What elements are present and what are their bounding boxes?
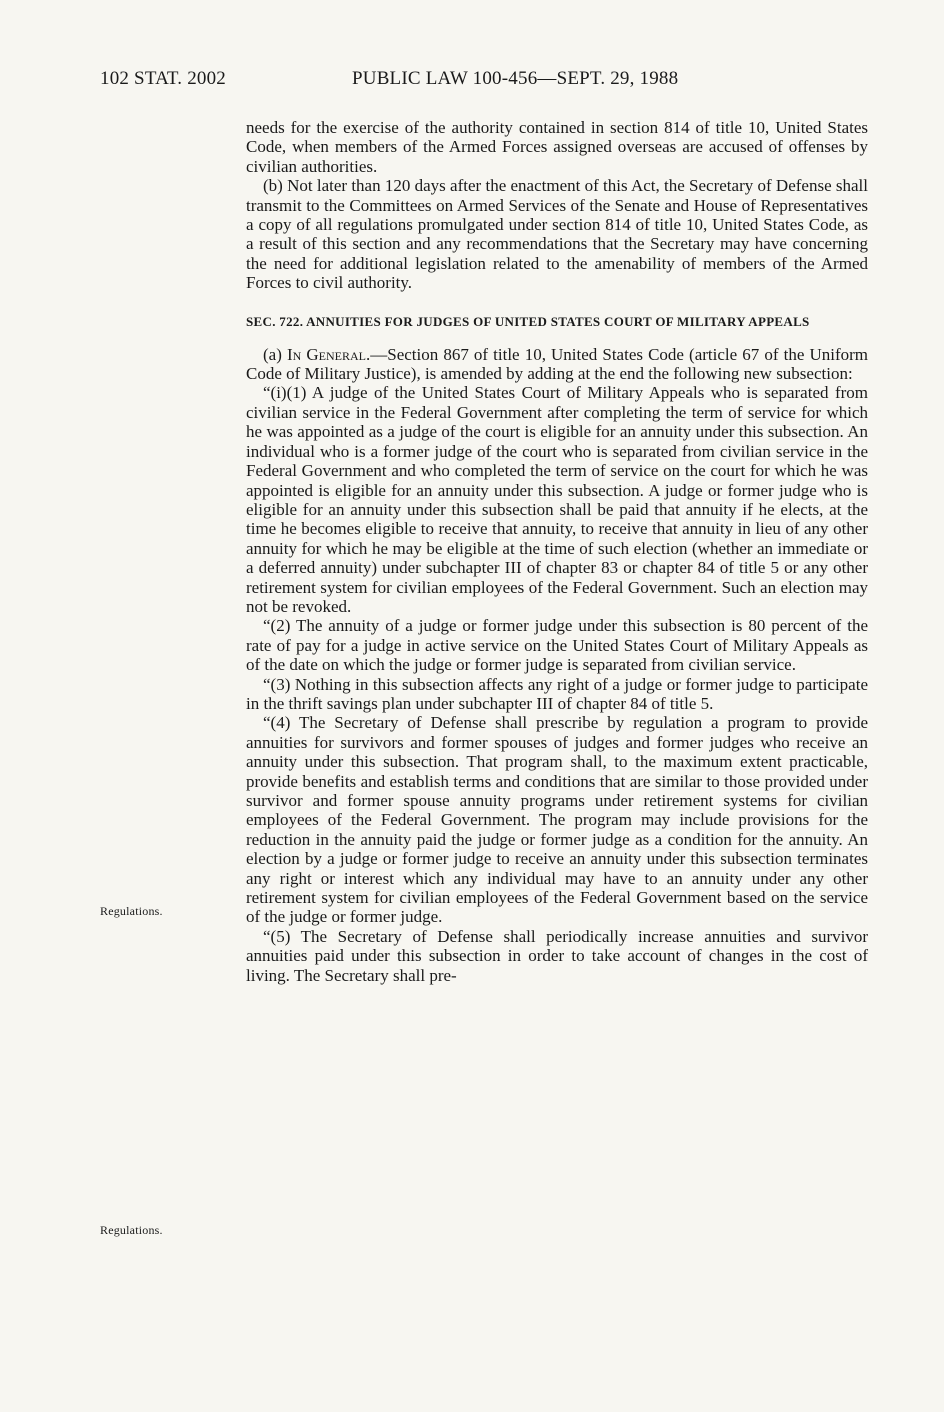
paragraph-a-label: In General. — [286, 344, 371, 364]
paragraph-a — [246, 345, 868, 384]
paragraph-a-prefix: (a) — [263, 344, 287, 364]
subsection-i-3: “(3) Nothing in this subsection affects any right of a judge or former judge to participate in the thrift savings plan under subchapter III of chapter 84 of title 5. — [246, 674, 868, 713]
paragraph-a-text: —Section 867 of title 10, United States Code (article 67 of the Uniform Code of Military Justice), is amended by adding at the end the following new subsection: — [246, 344, 868, 384]
subsection-i-1: “(i)(1) A judge of the United States Court of Military Appeals who is separated from civilian service in the Federal Government after completing the term of service for which he was appointed as a judge of the court is eligible for an annuity under this subsection. An individual who is a former judge of the court who is separated from civilian service in the Federal Government and who completed the term of service on the court for which he was appointed is eligible for an annuity under this subsection. A judge or former judge who is eligible for an annuity under this subsection shall be paid that annuity if he elects, at the time he becomes eligible to receive that annuity, to receive that annuity in lieu of any other annuity for which he may be eligible at the time of such election (whether an immediate or a deferred annuity) under subchapter III of chapter 83 or chapter 84 of title 5 or any other retirement system for civilian employees of the Federal Government. Such an election may not be revoked. — [246, 383, 868, 616]
subsection-i-5: “(5) The Secretary of Defense shall periodically increase annuities and survivor annuities paid under this subsection in order to take account of changes in the cost of living. The Secretary shall pre- — [246, 926, 868, 985]
subsection-i-4: “(4) The Secretary of Defense shall prescribe by regulation a program to provide annuities for survivors and former spouses of judges and former judges who receive an annuity under this subsection. That program shall, to the maximum extent practicable, provide benefits and establish terms and conditions that are similar to those provided under survivor and former spouse annuity programs under retirement systems for civilian employees of the Federal Government. The program may include provisions for the reduction in the annuity paid the judge or former judge as a condition for the annuity. An election by a judge or former judge to receive an annuity under this subsection terminates any right or interest which any individual may have to an annuity under any other retirement system for civilian employees of the Federal Government based on the service of the judge or former judge. — [246, 713, 868, 927]
paragraph-b: (b) Not later than 120 days after the enactment of this Act, the Secretary of Defense shall transmit to the Committees on Armed Services of the Senate and House of Representatives a copy of all regulations promulgated under section 814 of title 10, United States Code, as a result of this section and any recommendations that the Secretary may have concerning the need for additional legislation related to the amenability of members of the Armed Forces to civil authority. — [246, 176, 868, 293]
running-head-title: PUBLIC LAW 100-456—SEPT. 29, 1988 — [352, 68, 679, 89]
subsection-i-2: “(2) The annuity of a judge or former judge under this subsection is 80 percent of the rate of pay for a judge in active service on the United States Court of Military Appeals as of the date on which the judge or former judge is separated from civilian service. — [246, 616, 868, 675]
page-header — [100, 68, 870, 98]
section-heading: SEC. 722. ANNUITIES FOR JUDGES OF UNITED STATES COURT OF MILITARY APPEALS — [246, 313, 810, 329]
margin-note-regulations: Regulations. — [100, 904, 163, 918]
body-text — [246, 118, 868, 985]
statute-page-number: 102 STAT. 2002 — [100, 68, 227, 89]
margin-note-regulations: Regulations. — [100, 1223, 163, 1237]
paragraph-continuation: needs for the exercise of the authority contained in section 814 of title 10, United States Code, when members of the Armed Forces assigned overseas are accused of offenses by civilian authorities. — [246, 118, 868, 176]
